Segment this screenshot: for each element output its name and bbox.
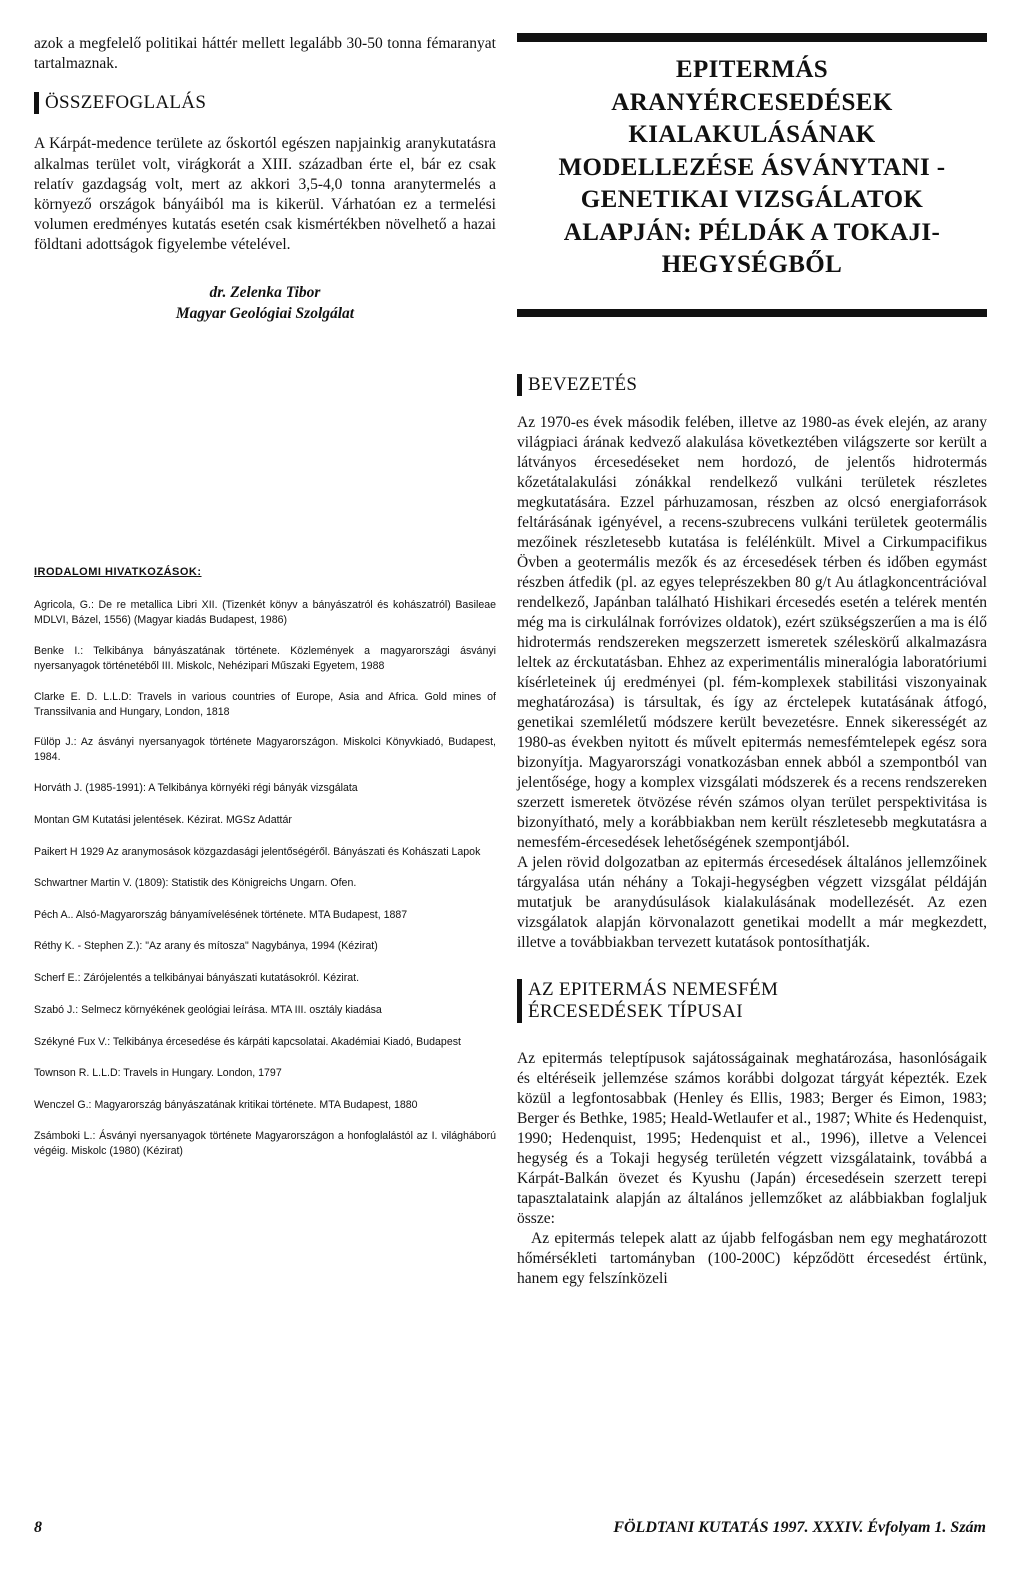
left-column-top [34,34,496,324]
reference-item: Péch A.. Alsó-Magyarország bányamívelésének története. MTA Budapest, 1887 [34,909,408,921]
intro-paragraph-2: A jelen rövid dolgozatban az epitermás ércesedések általános jellemzőinek tárgyalása után néhány a Tokaji-hegységben végzett vizsgálat példáján mutatjuk be aranydúsulások kialakulásának modellezését. Az ezen vizsgálatok alapján körvonalazott genetikai modellt a már megkezdett, illetve a továbbiakban tervezett kutatások pontosíthatják. [517,854,987,951]
summary-heading-label: ÖSSZEFOGLALÁS [45,92,207,114]
summary-heading [34,92,496,114]
reference-item: Paikert H 1929 Az aranymosások közgazdasági jelentőségéről. Bányászati és Kohászati Lapok [34,846,481,858]
reference-item: Agricola, G.: De re metallica Libri XII. (Tizenkét könyv a bányászatról és kohászatról) Basileae MDLVI, Bázel, 1556) (Magyar kiadás Budapest, 1986) [34,599,496,626]
title-line: ARANYÉRCESEDÉSEK [611,88,893,116]
intro-heading-label: BEVEZETÉS [528,374,638,395]
types-heading-line-2: ÉRCESEDÉSEK TÍPUSAI [528,1001,743,1022]
heading-bar [517,979,522,1023]
intro-heading [517,374,987,396]
references-list [34,598,496,1159]
author-affiliation: Magyar Geológiai Szolgálat [175,304,355,322]
author-block [34,282,496,324]
reference-item: Montan GM Kutatási jelentések. Kézirat. MGSz Adattár [34,814,292,826]
page-number: 8 [34,1519,42,1536]
title-line: ALAPJÁN: PÉLDÁK A TOKAJI- [563,218,941,246]
title-line: GENETIKAI VIZSGÁLATOK [580,186,924,213]
types-paragraph-2: Az epitermás telepek alatt az újabb felfogásban nem egy meghatározott hőmérsékleti tartományban (100-200C) képződött ércesedést értünk, hanem egy felszínközeli [517,1230,987,1287]
article-title [517,54,987,282]
title-line: EPITERMÁS [675,56,829,83]
types-heading-line-1: AZ EPITERMÁS NEMESFÉM [528,979,779,1000]
reference-item: Wenczel G.: Magyarország bányászatának kritikai története. MTA Budapest, 1880 [34,1099,418,1111]
reference-item: Szabó J.: Selmecz környékének geológiai leírása. MTA III. osztály kiadása [34,1004,382,1016]
reference-item: Benke I.: Telkibánya bányászatának története. Közlemények a magyarországi ásványi nyersanyagok történetéből III. Miskolc, Nehézipari Műszaki Egyetem, 1988 [34,645,496,672]
author-name: dr. Zelenka Tibor [209,283,321,301]
title-line: KIALAKULÁSÁNAK [628,121,876,148]
types-heading [517,979,987,1023]
title-rule-bottom [517,309,987,317]
reference-item: Székyné Fux V.: Telkibánya ércesedése és kárpáti kapcsolatai. Akadémiai Kiadó, Budapest [34,1036,461,1048]
title-line: MODELLEZÉSE ÁSVÁNYTANI - [558,153,946,181]
reference-item: Schwartner Martin V. (1809): Statistik des Königreichs Ungarn. Ofen. [34,877,357,889]
title-line: HEGYSÉGBŐL [661,251,843,278]
heading-bar [517,374,522,396]
summary-text: A Kárpát-medence területe az őskortól egészen napjainkig aranykutatásra alkalmas terület volt, virágkorát a XIII. században érte el, bár ez csak relatív gazdagság volt, mert az akkori 3,5-4,0 tonna aranytermelés a környező országok bányáiból ma is kikerül. Várhatóan ez a termelési volumen eredményes kutatás esetén csak kismértékben növelhető a hazai földtani adottságok figyelembe vételével. [34,135,496,254]
types-heading-label [528,979,778,1023]
references-title: IRODALOMI HIVATKOZÁSOK: [34,566,202,578]
intro-paragraph-1: Az 1970-es évek második felében, illetve az 1980-as évek elején, az arany világpiaci árának kedvező alakulása következtében világszerte sor került a látványos ércesedéseket nem hordozó, de jelentős hidrotermás kőzetátalakulási zónákkal rendelkező vulkáni területek részletes megkutatására. Ezzel párhuzamosan, részben az olcsó energiaforrások feltárásának igényével, a recens-szubrecens vulkáni területek geotermális mezőinek részletesebb kutatása is felélénkült. Mivel a Cirkumpacifikus Övben a geotermális mezők és az ércesedések térben és időben egymást részben átfedik (pl. az egyes teleprészekben 80 g/t Au átlagkoncentrációval rendelkező, Japánban található Hishikari ércesedés esetén a telérek mentén még ma is cirkulálnak forróvizes oldatok), ezért szükségszerűen a ma is élő hidrotermás rendszereken megszerzett ismeretek széleskörű alkalmazásra leltek az érckutatásban. Ehhez az experimentális mineralógia laboratóriumi kísérleteinek új eredményei (pl. fém-komplexek stabilitási viszonyainak meghatározása) is társultak, és így az érctelepek kutatásának átfogó, genetikai szemléletű módszere került bevezetésre. Ennek sikerességét az 1980-as években nyitott és művelt epitermás nemesfémtelepek egész sora bizonyítja. Magyarországi vonatkozásban ennek abból a szempontból van jelentősége, hogy a komplex vizsgálati módszerek és a recens rendszereken szerzett ismeretek ötvözése révén számos olyan terület perspektivitása is bizonyítható, mely a korábbiakban nem került részletesebb megkutatásra a nemesfém-ércesedések lehetőségének szempontjából. [517,414,987,851]
left-intro-text: azok a megfelelő politikai háttér mellett legalább 30-50 tonna fémaranyat tartalmaznak. [34,35,496,73]
reference-item: Fülöp J.: Az ásványi nyersanyagok története Magyarországon. Miskolci Könyvkiadó, Budapest, 1984. [34,736,496,763]
reference-item: Réthy K. - Stephen Z.): "Az arany és mítosza" Nagybánya, 1994 (Kézirat) [34,940,378,952]
heading-bar [34,92,39,114]
right-column-body [517,374,987,1289]
reference-item: Scherf E.: Zárójelentés a telkibányai bányászati kutatásokról. Kézirat. [34,972,360,984]
reference-item: Townson R. L.L.D: Travels in Hungary. London, 1797 [34,1067,282,1079]
references-section [34,566,496,1159]
reference-item: Clarke E. D. L.L.D: Travels in various countries of Europe, Asia and Africa. Gold mines of Transsilvania and Hungary, London, 1818 [34,691,496,718]
types-paragraph-1: Az epitermás teleptípusok sajátosságainak meghatározása, hasonlóságaik és eltéréseik jellemzése számos korábbi dolgozat tárgyát képezték. Ezek közül a legfontosabbak (Henley és Ellis, 1983; Berger és Eimon, 1983; Berger és Bethke, 1985; Heald-Wetlaufer et al., 1987; White és Hedenquist, 1990; Hedenquist, 1995; Hedenquist et al., 1996), illetve a Velencei hegység és a Tokaji hegység területén végzett vizsgálataink, továbbá a Kárpát-Balkán övezet és Kyushu (Japán) ércesedésein szerzett terepi tapasztalataink alapján az általános jellemzőket az alábbiakban foglaljuk össze: [517,1050,987,1227]
title-rule-top [517,33,987,42]
journal-footer: FÖLDTANI KUTATÁS 1997. XXXIV. Évfolyam 1. Szám [613,1519,986,1536]
reference-item: Zsámboki L.: Ásványi nyersanyagok története Magyarországon a honfoglalástól az I. világháború végéig. Miskolc (1980) (Kézirat) [34,1130,496,1157]
reference-item: Horváth J. (1985-1991): A Telkibánya környéki régi bányák vizsgálata [34,782,358,794]
